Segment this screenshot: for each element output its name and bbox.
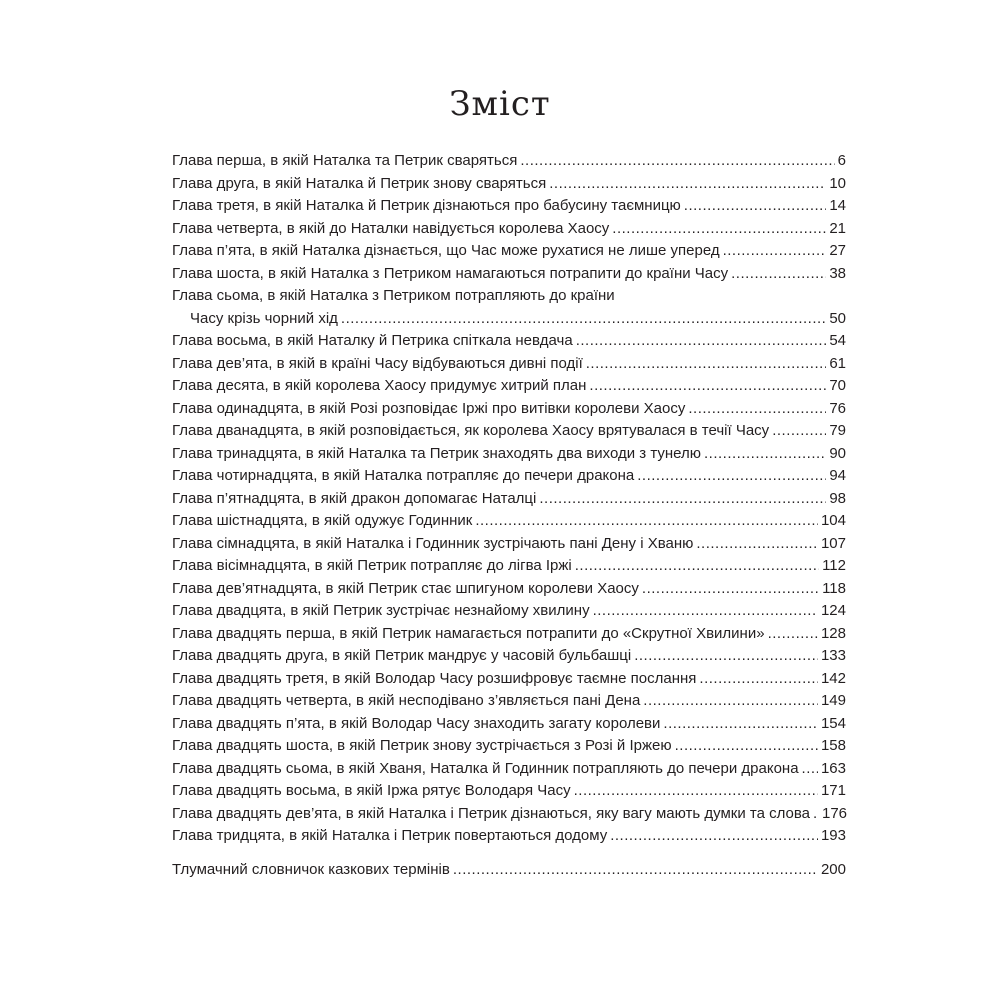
- toc-entry-title: Глава дев’ятнадцята, в якій Петрик стає шпигуном королеви Хаосу: [172, 579, 639, 597]
- toc-entry-title: Глава третя, в якій Наталка й Петрик дізнаються про бабусину таємницю: [172, 197, 681, 214]
- toc-entry[interactable]: [172, 668, 846, 691]
- toc-entry-page: 149: [820, 692, 846, 709]
- toc-entry-title: Глава шоста, в якій Наталка з Петриком намагаються потрапити до країни Часу: [172, 264, 729, 282]
- dot-leader: [696, 533, 818, 556]
- toc-entry-page: 118: [822, 579, 846, 597]
- toc-entry-title: Глава восьма, в якій Наталку й Петрика спіткала невдача: [172, 332, 573, 349]
- toc-entry-title: Глава двадцять п’ята, в якій Володар Часу знаходить загату королеви: [172, 714, 661, 732]
- toc-entry[interactable]: [172, 533, 846, 556]
- toc-entry-page: 158: [820, 737, 846, 754]
- dot-leader: [612, 218, 826, 241]
- toc-entry-page: 104: [820, 512, 846, 529]
- dot-leader: [574, 780, 818, 803]
- dot-leader: [699, 668, 818, 691]
- table-of-contents: [172, 150, 846, 881]
- toc-entry-page: 112: [822, 557, 846, 574]
- dot-leader: [675, 735, 818, 758]
- toc-entry[interactable]: [172, 735, 846, 758]
- toc-entry-glossary[interactable]: [172, 859, 846, 882]
- toc-entry-page: 6: [837, 152, 846, 169]
- dot-leader: [704, 443, 826, 466]
- toc-entry-page: 154: [820, 714, 846, 732]
- toc-entry-title: Глава четверта, в якій до Наталки навідується королева Хаосу: [172, 219, 610, 237]
- toc-entry-title: Глава одинадцята, в якій Розі розповідає Іржі про витівки королеви Хаосу: [172, 399, 686, 417]
- toc-entry-title: Глава сімнадцята, в якій Наталка і Годинник зустрічають пані Дену і Хваню: [172, 534, 694, 552]
- toc-entry-page: 176: [822, 804, 848, 822]
- dot-leader: [520, 150, 834, 173]
- toc-entry-page: 76: [829, 399, 846, 417]
- toc-entry-title: Глава двадцять сьома, в якій Хваня, Наталка й Годинник потрапляють до печери дракона: [172, 759, 799, 777]
- toc-entry[interactable]: [172, 780, 846, 803]
- toc-entry-page: 61: [829, 354, 846, 372]
- toc-entry-page: 128: [820, 624, 846, 642]
- dot-leader: [610, 825, 818, 848]
- toc-entry[interactable]: [172, 218, 846, 241]
- toc-entry-page: 193: [820, 827, 846, 844]
- toc-entry-title: Глава двадцять друга, в якій Петрик мандрує у часовій бульбашці: [172, 647, 632, 664]
- toc-entry[interactable]: [172, 803, 846, 826]
- toc-entry[interactable]: [172, 375, 846, 398]
- toc-entry-page: 124: [820, 602, 846, 619]
- page-title: Зміст: [449, 84, 551, 124]
- toc-entry-title: Глава двадцять перша, в якій Петрик намагається потрапити до «Скрутної Хвилини»: [172, 624, 765, 642]
- toc-entry[interactable]: [172, 758, 846, 781]
- toc-entry[interactable]: [172, 578, 846, 601]
- dot-leader: [453, 859, 818, 882]
- dot-leader: [688, 398, 826, 421]
- dot-leader: [549, 173, 826, 196]
- toc-entry[interactable]: [172, 353, 846, 376]
- toc-entry-title: Глава тринадцята, в якій Наталка та Петрик знаходять два виходи з тунелю: [172, 444, 701, 462]
- toc-entry-title: Глава десята, в якій королева Хаосу придумує хитрий план: [172, 377, 587, 394]
- toc-entry-page: 21: [829, 219, 846, 237]
- toc-entry[interactable]: [172, 308, 846, 331]
- dot-leader: [802, 758, 818, 781]
- dot-leader: [768, 623, 818, 646]
- toc-entry[interactable]: [172, 420, 846, 443]
- toc-entry-page: 133: [820, 647, 846, 664]
- toc-entry[interactable]: [172, 398, 846, 421]
- dot-leader: [589, 375, 826, 398]
- dot-leader: [634, 645, 818, 668]
- toc-entry[interactable]: [172, 263, 846, 286]
- toc-entry-title: Глава двадцять шоста, в якій Петрик знову зустрічається з Розі й Іржею: [172, 737, 672, 754]
- toc-entry-title: Глава перша, в якій Наталка та Петрик сваряться: [172, 152, 518, 169]
- toc-entry-title: Глава чотирнадцята, в якій Наталка потрапляє до печери дракона: [172, 467, 635, 484]
- toc-entry-title: Глава дев’ята, в якій в країні Часу відбуваються дивні події: [172, 354, 583, 372]
- toc-entry-page: 14: [829, 197, 846, 214]
- toc-entry-page: 50: [829, 309, 846, 327]
- toc-entry-title: Часу крізь чорний хід: [190, 309, 338, 327]
- toc-entry-page: 94: [829, 467, 846, 484]
- toc-entry[interactable]: [172, 645, 846, 668]
- toc-entry-title: Глава двадцять дев’ята, в якій Наталка і Петрик дізнаються, яку вагу мають думки та слова: [172, 804, 810, 822]
- toc-entry-title: Глава двадцять третя, в якій Володар Часу розшифровує таємне послання: [172, 669, 697, 687]
- toc-entry-title: Глава двадцять восьма, в якій Іржа рятує Володаря Часу: [172, 782, 571, 799]
- toc-entry-page: 163: [820, 759, 846, 777]
- dot-leader: [475, 510, 818, 533]
- toc-entry-page: 27: [829, 242, 846, 259]
- dot-leader: [731, 263, 826, 286]
- dot-leader: [637, 465, 826, 488]
- toc-entry-page: 79: [829, 422, 846, 439]
- toc-entry-title: Глава п’ята, в якій Наталка дізнається, що Час може рухатися не лише уперед: [172, 242, 720, 259]
- dot-leader: [539, 488, 826, 511]
- toc-entry-page: 38: [829, 264, 846, 282]
- toc-entry[interactable]: [172, 690, 846, 713]
- toc-entry[interactable]: [172, 825, 846, 848]
- toc-entry[interactable]: [172, 623, 846, 646]
- dot-leader: [813, 803, 819, 826]
- dot-leader: [593, 600, 818, 623]
- toc-entry-title-line[interactable]: Глава сьома, в якій Наталка з Петриком потрапляють до країни: [172, 287, 615, 304]
- toc-entry-page: 10: [829, 174, 846, 192]
- toc-entry-page: 171: [820, 782, 846, 799]
- toc-entry-page: 54: [829, 332, 846, 349]
- dot-leader: [341, 308, 826, 331]
- toc-entry-title: Глава тридцята, в якій Наталка і Петрик повертаються додому: [172, 827, 608, 844]
- toc-entry-page: 200: [820, 860, 846, 878]
- toc-entry[interactable]: [172, 465, 846, 488]
- toc-entry-title: Глава вісімнадцята, в якій Петрик потрапляє до лігва Іржі: [172, 557, 572, 574]
- toc-entry-page: 90: [829, 444, 846, 462]
- toc-entry-page: 98: [829, 489, 846, 507]
- toc-entry[interactable]: [172, 330, 846, 353]
- toc-entry[interactable]: [172, 443, 846, 466]
- dot-leader: [723, 240, 827, 263]
- toc-entry-title: Глава п’ятнадцята, в якій дракон допомагає Наталці: [172, 489, 537, 507]
- toc-entry-page: 70: [829, 377, 846, 394]
- toc-entry[interactable]: [172, 713, 846, 736]
- toc-entry-title: Тлумачний словничок казкових термінів: [172, 860, 450, 878]
- toc-entry-title: Глава двадцять четверта, в якій несподівано з’являється пані Дена: [172, 692, 641, 709]
- dot-leader: [643, 690, 818, 713]
- toc-entry-page: 142: [820, 669, 846, 687]
- toc-entry-title: Глава дванадцята, в якій розповідається, як королева Хаосу врятувалася в течії Часу: [172, 422, 770, 439]
- dot-leader: [684, 195, 827, 218]
- toc-entry[interactable]: [172, 555, 846, 578]
- dot-leader: [575, 555, 819, 578]
- toc-entry-title: Глава шістнадцята, в якій одужує Годинник: [172, 512, 473, 529]
- dot-leader: [663, 713, 818, 736]
- dot-leader: [586, 353, 827, 376]
- toc-entry[interactable]: [172, 173, 846, 196]
- dot-leader: [576, 330, 827, 353]
- toc-entry[interactable]: [172, 240, 846, 263]
- toc-entry[interactable]: [172, 488, 846, 511]
- toc-entry-title: Глава двадцята, в якій Петрик зустрічає незнайому хвилину: [172, 602, 590, 619]
- toc-entry-title: Глава друга, в якій Наталка й Петрик знову сваряться: [172, 174, 547, 192]
- toc-entry-page: 107: [820, 534, 846, 552]
- toc-entry[interactable]: [172, 510, 846, 533]
- dot-leader: [642, 578, 819, 601]
- toc-entry[interactable]: [172, 195, 846, 218]
- toc-entry[interactable]: [172, 600, 846, 623]
- dot-leader: [772, 420, 826, 443]
- toc-entry[interactable]: [172, 150, 846, 173]
